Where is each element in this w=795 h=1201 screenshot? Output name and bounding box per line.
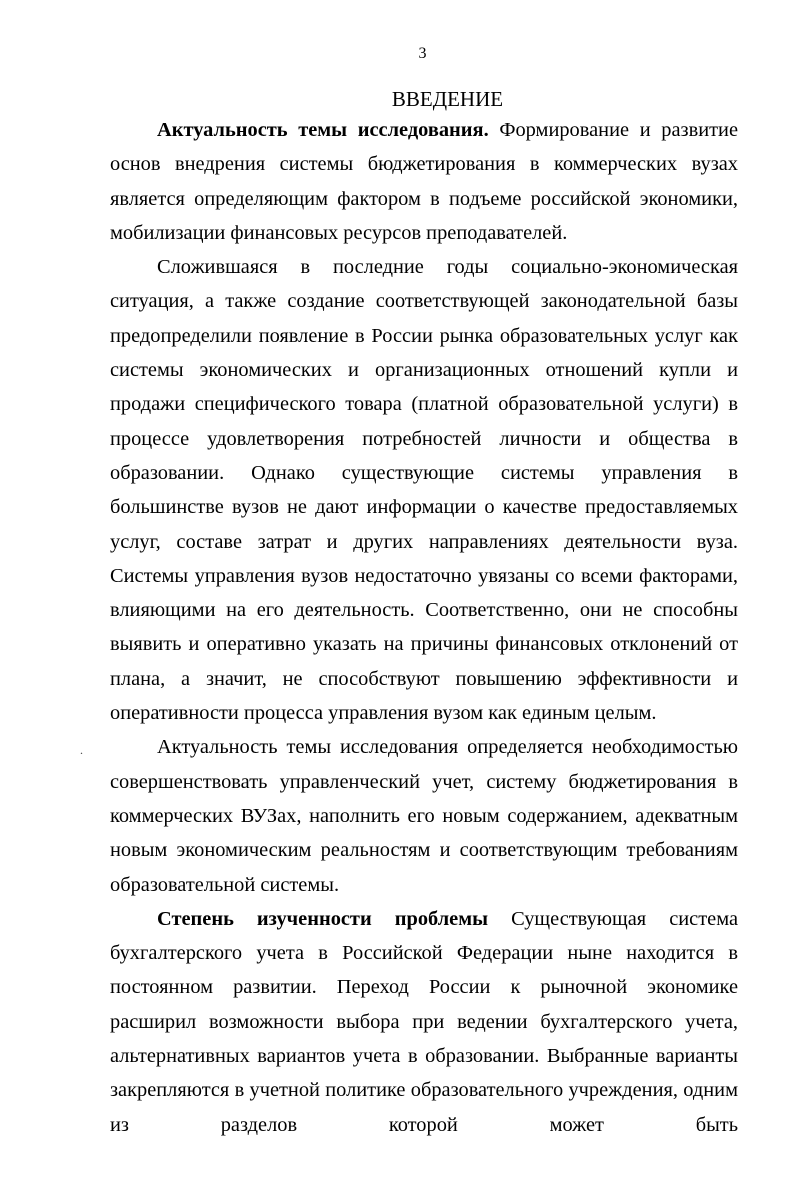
paragraph-lead-relevance: Актуальность темы исследования. xyxy=(157,119,489,141)
paragraph-text-relevance: Формирование и развитие основ внедрения системы бюджетирования в коммерческих вузах является определяющим фактором в подъеме российской экономики, мобилизации финансовых ресурсов преподавателей. xyxy=(110,119,738,244)
document-body xyxy=(110,113,738,1142)
paragraph-relevance xyxy=(110,113,738,250)
page-number: 3 xyxy=(418,45,427,62)
section-heading: ВВЕДЕНИЕ xyxy=(391,87,504,111)
paragraph-necessity xyxy=(110,730,738,901)
margin-mark: . xyxy=(80,743,83,757)
paragraph-study-degree xyxy=(110,902,738,1142)
paragraph-text-study-degree: Существующая система бухгалтерского учета в Российской Федерации ныне находится в постоянном развитии. Переход России к рыночной экономике расширил возможности выбора при ведении бухгалтерского учета, альтернативных вариантов учета в образовании. Выбранные варианты закрепляются в учетной политике образовательного учреждения, одним из разделов которой может быть xyxy=(110,907,739,1136)
paragraph-market xyxy=(110,250,738,730)
paragraph-text-necessity: Актуальность темы исследования определяется необходимостью совершенствовать управленческий учет, систему бюджетирования в коммерческих ВУЗах, наполнить его новым содержанием, адекватным новым экономическим реальностям и соответствующим требованиям образовательной системы. xyxy=(110,736,738,896)
paragraph-text-market: Сложившаяся в последние годы социально-экономическая ситуация, а также создание соответствующей законодательной базы предопределили появление в России рынка образовательных услуг как системы экономических и организационных отношений купли и продажи специфического товара (платной образовательной услуги) в процессе удовлетворения потребностей личности и общества в образовании. Однако существующие системы управления в большинстве вузов не дают информации о качестве предоставляемых услуг, составе затрат и других направлениях деятельности вуза. Системы управления вузов недостаточно увязаны со всеми факторами, влияющими на его деятельность. Соответственно, они не способны выявить и оперативно указать на причины финансовых отклонений от плана, а значит, не способствуют повышению эффективности и оперативности процесса управления вузом как единым целым. xyxy=(110,256,738,725)
paragraph-lead-study-degree: Степень изученности проблемы xyxy=(157,907,489,930)
